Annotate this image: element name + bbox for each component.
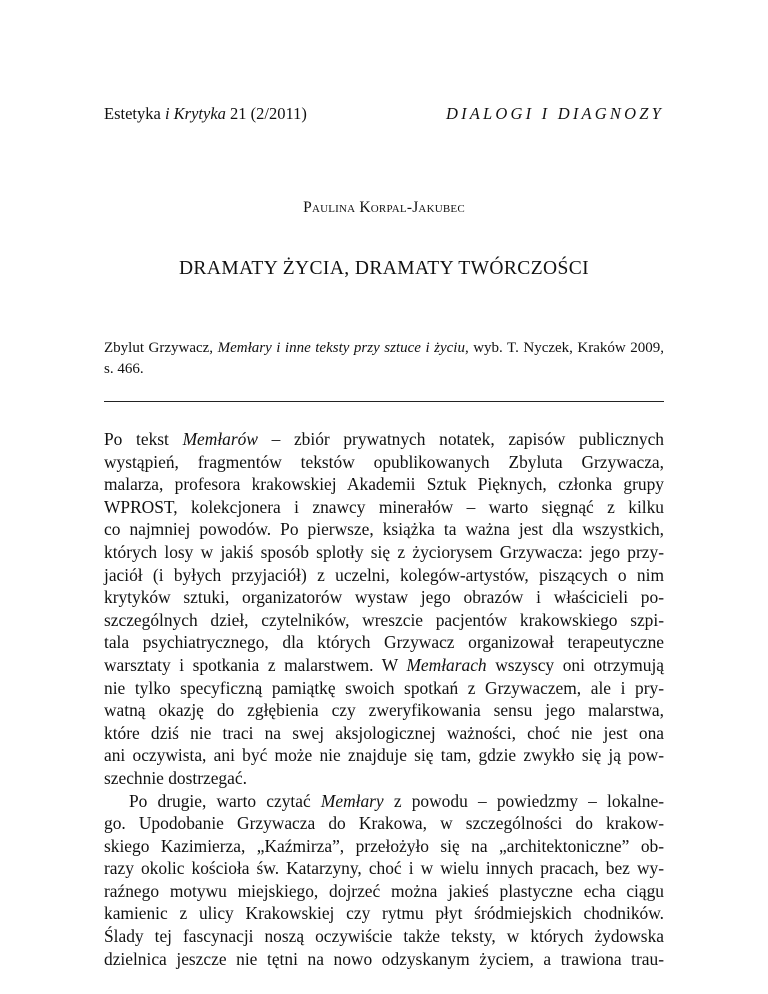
paragraph-line <box>104 767 664 790</box>
text-run: których losy w jakiś sposób splotły się z życiorysem Grzywacza: jego przy- <box>104 541 664 562</box>
text-run: jaciół (i byłych przyjaciół) z uczelni, kolegów-artystów, piszących o nim <box>104 564 664 585</box>
italic-title: Memłary <box>320 790 384 811</box>
paragraph-line <box>104 699 664 722</box>
paragraph-line <box>104 677 664 700</box>
paragraph-line <box>104 744 664 767</box>
text-run: co najmniej powodów. Po pierwsze, książka ta ważna jest dla wszystkich, <box>104 519 664 540</box>
text-run: szechnie dostrzegać. <box>104 767 247 788</box>
reviewed-book-details: , wyb. T. Nyczek, Kraków 2009, s. 466. <box>104 340 665 377</box>
text-run: WPROST, kolekcjonera i znawcy minerałów – warto sięgnąć z kilku <box>104 496 664 517</box>
paragraph-line <box>104 925 664 948</box>
text-run: skiego Kazimierza, „Kaźmirza”, przełożyło się na „architektoniczne” ob- <box>104 835 664 856</box>
article-title: DRAMATY ŻYCIA, DRAMATY TWÓRCZOŚCI <box>178 258 590 279</box>
paragraph-line <box>104 948 664 971</box>
text-run: kamienic z ulicy Krakowskiej czy rytmu płyt śródmiejskich chodników. <box>104 903 664 924</box>
text-run: Po drugie, warto czytać <box>129 790 321 811</box>
section-name: DIALOGI I DIAGNOZY <box>445 104 664 123</box>
paragraph-line <box>104 722 664 745</box>
journal-issue: 21 (2/2011) <box>225 104 307 123</box>
text-run: warsztaty i spotkania z malarstwem. W <box>104 654 407 675</box>
paragraph-line <box>104 857 664 880</box>
paragraph-line <box>104 518 664 541</box>
text-run: szczególnych dzieł, czytelników, wreszcie pacjentów krakowskiego szpi- <box>104 609 664 630</box>
paragraph-line <box>104 586 664 609</box>
text-run: go. Upodobanie Grzywacza do Krakowa, w szczególności do krakow- <box>104 813 664 834</box>
text-run: nie tylko specyficzną pamiątkę swoich spotkań z Grzywaczem, ale i pry- <box>104 677 664 698</box>
separator-rule <box>104 401 664 402</box>
text-run: dzielnica jeszcze nie tętni na nowo odzyskanym życiem, a trawiona trau- <box>104 948 664 969</box>
text-run: wszyscy oni otrzymują <box>486 654 664 675</box>
paragraph-line <box>104 654 664 677</box>
text-run: watną okazję do zgłębienia czy zweryfikowania sensu jego malarstwa, <box>104 700 664 721</box>
text-run: z powodu – powiedzmy – lokalne- <box>383 790 664 811</box>
journal-citation <box>104 104 307 124</box>
text-run: Po tekst <box>104 429 183 449</box>
journal-name-part: Estetyka <box>104 104 165 123</box>
paragraph-line <box>104 496 664 519</box>
paragraph-line <box>104 631 664 654</box>
article-body <box>104 428 664 970</box>
text-run: które dziś nie traci na swej aksjologicznej ważności, choć nie jest ona <box>104 722 664 743</box>
running-head <box>104 104 664 128</box>
italic-title: Memłarach <box>406 654 487 675</box>
text-run: wystąpień, fragmentów tekstów opublikowanych Zbyluta Grzywacza, <box>104 451 664 472</box>
paragraph-line <box>104 564 664 587</box>
text-run: tala psychiatrycznego, dla których Grzywacz organizował terapeutyczne <box>104 632 664 653</box>
reviewed-book-author: Zbylut Grzywacz, <box>104 340 218 356</box>
bibliographic-reference <box>104 338 664 380</box>
text-run: malarza, profesora krakowskiej Akademii Sztuk Pięknych, członka grupy <box>104 474 664 495</box>
reviewed-book-title: Memłary i inne teksty przy sztuce i życiu <box>217 340 465 356</box>
text-run: razy okolic kościoła św. Katarzyny, choć i w wielu innych pracach, bez wy- <box>104 858 664 879</box>
text-run: ani oczywista, ani być może nie znajduje się tam, gdzie zwykło się ją pow- <box>104 745 664 766</box>
text-run: raźnego motywu miejskiego, dojrzeć można jakieś plastyczne echa ciągu <box>104 880 664 901</box>
paragraph-line <box>104 790 664 813</box>
paragraph-line <box>104 609 664 632</box>
paragraph-line <box>104 880 664 903</box>
paragraph-line <box>104 902 664 925</box>
journal-name-italic-i: i <box>164 104 170 123</box>
paragraph-line <box>104 835 664 858</box>
paragraph-line <box>104 541 664 564</box>
article-author: Paulina Korpal-Jakubec <box>303 199 465 216</box>
paragraph-line <box>104 473 664 496</box>
journal-name-italic-krytyka: Krytyka <box>173 104 226 123</box>
text-run: krytyków sztuki, organizatorów wystaw jego obrazów i właścicieli po- <box>104 587 664 608</box>
text-run: Ślady tej fascynacji noszą oczywiście także teksty, w których żydowska <box>104 926 664 947</box>
text-run: – zbiór prywatnych notatek, zapisów publicznych <box>257 429 664 449</box>
paragraph-line <box>104 451 664 474</box>
paragraph-line <box>104 428 664 451</box>
paragraph-line <box>104 812 664 835</box>
italic-title: Memłarów <box>182 429 258 449</box>
